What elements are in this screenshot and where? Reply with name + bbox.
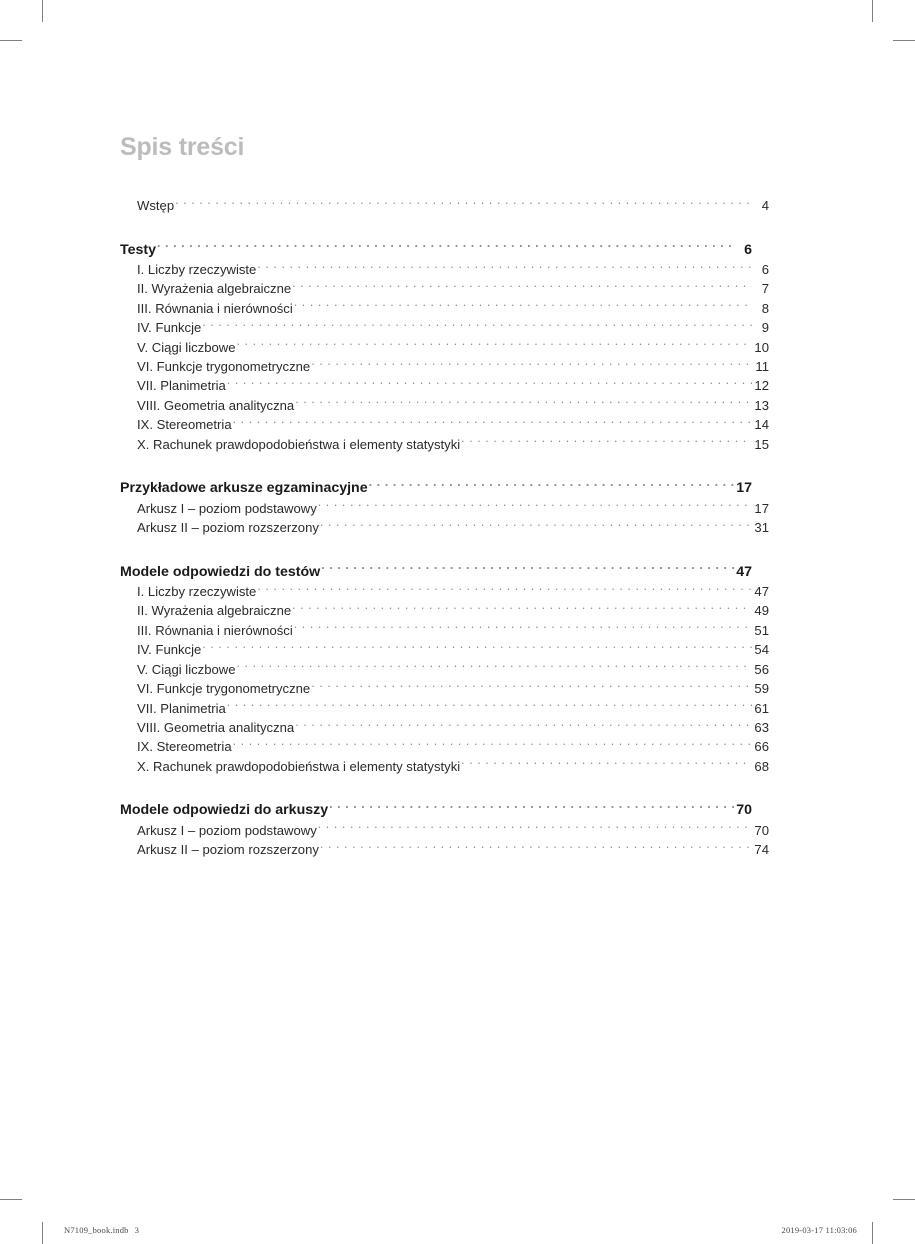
toc-entry-row[interactable] [120, 299, 769, 318]
toc-dot-leader [292, 280, 752, 293]
toc-entry-label: II. Wyrażenia algebraiczne [137, 603, 292, 619]
toc-entry-row[interactable] [120, 640, 769, 659]
toc-entry-row[interactable] [120, 718, 769, 737]
toc-dot-leader [257, 261, 752, 274]
toc-entry-row[interactable] [120, 435, 769, 454]
toc-page-number: 70 [736, 802, 752, 819]
toc-entry-label: VI. Funkcje trygonometryczne [137, 681, 311, 697]
toc-entry-label: IX. Stereometria [137, 417, 232, 433]
toc-page-number: 6 [744, 241, 752, 258]
toc-entry-label: I. Liczby rzeczywiste [137, 262, 257, 277]
toc-entry-row[interactable] [120, 660, 769, 679]
toc-entry-label: Arkusz I – poziom podstawowy [137, 500, 317, 516]
footer-file-slug [58, 1225, 139, 1235]
toc-entry-label: X. Rachunek prawdopodobieństwa i elementy statystyki [137, 758, 461, 774]
page-footer [58, 1225, 857, 1235]
toc-entry-row[interactable] [120, 338, 769, 357]
toc-dot-leader [227, 699, 752, 712]
toc-dot-leader [294, 622, 752, 635]
toc-dot-leader [202, 319, 752, 332]
toc-entry-row[interactable] [120, 518, 769, 537]
toc-entry-row[interactable] [120, 737, 769, 756]
toc-dot-leader [295, 719, 752, 732]
toc-entry-label: III. Równania i nierówności [137, 300, 293, 316]
toc-dot-leader [311, 680, 752, 693]
toc-dot-leader [320, 841, 752, 854]
toc-page-number: 51 [754, 622, 769, 638]
footer-filename: N7109_book.indb [64, 1225, 129, 1235]
toc-page-number: 63 [754, 719, 769, 735]
toc-page-number: 54 [754, 642, 769, 658]
toc-page-number: 66 [754, 739, 769, 755]
toc-dot-leader [202, 641, 752, 654]
toc-entry-row[interactable] [120, 699, 769, 718]
toc-entry-row[interactable] [120, 757, 769, 776]
toc-dot-leader [257, 583, 752, 596]
toc-entry-label: VIII. Geometria analityczna [137, 397, 295, 413]
toc-page-number: 68 [754, 758, 769, 774]
toc-dot-leader [461, 436, 752, 449]
crop-mark-bottom-right-vertical [872, 1222, 873, 1244]
toc-entry-row[interactable] [120, 821, 769, 840]
footer-timestamp: 2019-03-17 11:03:06 [781, 1225, 857, 1235]
toc-page-number: 15 [754, 436, 769, 452]
toc-dot-leader [318, 500, 752, 513]
toc-entry-label: Arkusz II – poziom rozszerzony [137, 520, 319, 536]
toc-page-number: 70 [754, 822, 769, 838]
toc-dot-leader [318, 822, 752, 835]
toc-entry-label: I. Liczby rzeczywiste [137, 584, 257, 600]
toc-entry-label: X. Rachunek prawdopodobieństwa i elementy statystyki [137, 436, 461, 452]
toc-entry-label: Arkusz I – poziom podstawowy [137, 822, 317, 838]
toc-page-number: 61 [754, 700, 769, 716]
toc-dot-leader [175, 197, 752, 210]
toc-dot-leader [295, 397, 752, 410]
toc-entry-row[interactable] [120, 621, 769, 640]
toc-entry-row[interactable] [120, 279, 769, 298]
toc-section-row[interactable] [120, 478, 752, 499]
toc-dot-leader [311, 358, 752, 371]
toc-entry-label: V. Ciągi liczbowe [137, 661, 236, 677]
toc-dot-leader [320, 519, 752, 532]
toc-dot-leader [237, 661, 753, 674]
toc-page-number: 4 [761, 198, 769, 213]
footer-page-marker: 3 [134, 1225, 140, 1235]
toc-entry-row[interactable] [120, 376, 769, 395]
toc-dot-leader [329, 800, 735, 814]
toc-dot-leader [237, 339, 753, 352]
toc-page-number: 10 [754, 339, 769, 355]
toc-entry-row[interactable] [120, 679, 769, 698]
toc-dot-leader [321, 561, 735, 575]
toc-section-row[interactable] [120, 239, 752, 260]
table-of-contents [120, 196, 769, 860]
toc-page-number: 8 [761, 300, 769, 316]
toc-page-number: 11 [755, 359, 769, 375]
toc-entry-label: V. Ciągi liczbowe [137, 339, 236, 355]
toc-entry-label: Przykładowe arkusze egzaminacyjne [120, 480, 368, 497]
toc-page-number: 12 [754, 378, 769, 394]
toc-entry-label: IV. Funkcje [137, 320, 202, 336]
toc-entry-row[interactable] [120, 601, 769, 620]
page-title: Spis treści [120, 133, 245, 161]
toc-dot-leader [461, 758, 752, 771]
toc-entry-label: VII. Planimetria [137, 378, 226, 394]
toc-entry-row[interactable] [120, 499, 769, 518]
toc-dot-leader [292, 602, 752, 615]
toc-page-number: 17 [736, 480, 752, 497]
toc-dot-leader [233, 416, 752, 429]
crop-mark-top-right-vertical [872, 0, 873, 22]
crop-mark-bottom-right-horizontal [893, 1199, 915, 1200]
toc-entry-row[interactable] [120, 357, 769, 376]
toc-entry-label: IV. Funkcje [137, 642, 202, 658]
toc-entry-row[interactable] [120, 840, 769, 859]
toc-entry-label: Wstęp [137, 198, 175, 213]
toc-entry-row[interactable] [120, 318, 769, 337]
toc-entry-row[interactable] [120, 582, 769, 601]
toc-page-number: 13 [754, 397, 769, 413]
toc-page-number: 7 [761, 281, 769, 297]
toc-page-number: 9 [761, 320, 769, 336]
toc-entry-label: VI. Funkcje trygonometryczne [137, 359, 311, 375]
page-content [120, 132, 769, 860]
toc-dot-leader [157, 239, 735, 253]
toc-page-number: 74 [754, 842, 769, 858]
toc-page-number: 47 [736, 563, 752, 580]
toc-section-row[interactable] [120, 800, 752, 821]
crop-mark-top-left-vertical [42, 0, 43, 22]
toc-page-number: 59 [754, 681, 769, 697]
toc-entry-row[interactable] [120, 415, 769, 434]
toc-dot-leader [369, 478, 735, 492]
toc-entry-label: VIII. Geometria analityczna [137, 719, 295, 735]
toc-entry-label: Testy [120, 241, 157, 258]
toc-entry-label: II. Wyrażenia algebraiczne [137, 281, 292, 297]
toc-entry-label: VII. Planimetria [137, 700, 226, 716]
toc-page-number: 49 [754, 603, 769, 619]
toc-page-number: 56 [754, 661, 769, 677]
toc-entry-label: Modele odpowiedzi do testów [120, 563, 321, 580]
toc-dot-leader [233, 738, 752, 751]
toc-page-number: 17 [754, 500, 769, 516]
toc-entry-row[interactable] [120, 196, 769, 215]
crop-mark-top-right-horizontal [893, 40, 915, 41]
toc-entry-row[interactable] [120, 396, 769, 415]
toc-page-number: 6 [761, 262, 769, 277]
toc-dot-leader [227, 377, 752, 390]
toc-entry-label: Modele odpowiedzi do arkuszy [120, 802, 329, 819]
toc-page-number: 47 [754, 584, 769, 600]
toc-entry-label: III. Równania i nierówności [137, 622, 293, 638]
toc-entry-label: IX. Stereometria [137, 739, 232, 755]
crop-mark-bottom-left-vertical [42, 1222, 43, 1244]
toc-entry-row[interactable] [120, 260, 769, 279]
toc-dot-leader [294, 300, 752, 313]
toc-page-number: 31 [754, 520, 769, 536]
crop-mark-top-left-horizontal [0, 40, 22, 41]
crop-mark-bottom-left-horizontal [0, 1199, 22, 1200]
toc-page-number: 14 [754, 417, 769, 433]
toc-section-row[interactable] [120, 561, 752, 582]
toc-entry-label: Arkusz II – poziom rozszerzony [137, 842, 319, 858]
